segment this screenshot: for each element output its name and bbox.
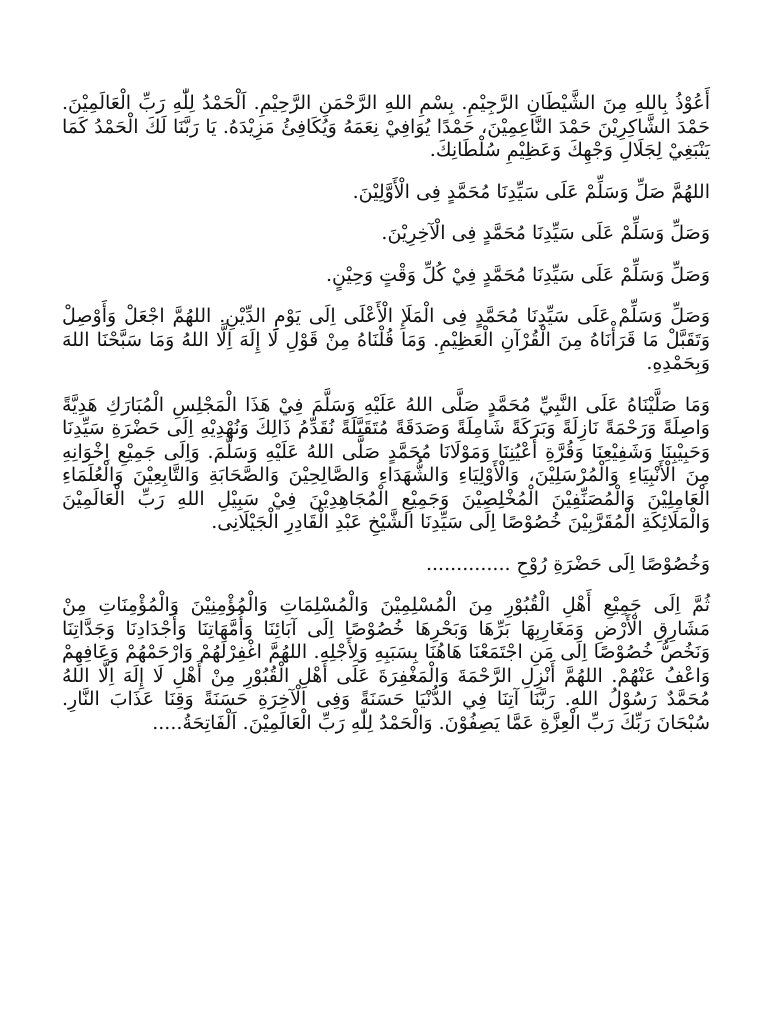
paragraph-salawat-last: وَصَلِّ وَسَلِّمْ عَلَى سَيِّدِنَا مُحَمَّدٍ فِى الْآخِرِيْنَ. (381, 222, 710, 244)
paragraph-salawat-exalted-assembly: وَصَلِّ وَسَلِّمْ عَلَى سَيِّدِنَا مُحَمَّدٍ فِى الْمَلَإِ الْأَعْلَى اِلَى يَوْمِ الدِّيْنِ. اللهُمَّ اجْعَلْ وَأَوْصِلْ وَتَقَبَّلْ مَا قَرَأْنَاهُ مِنَ الْقُرْآنِ الْعَظِيْمِ. وَمَا قُلْنَاهُ مِنْ قَوْلِ لَا إِلَهَ اِلَّا اللهُ وَمَا سَبَّحْنَا اللهَ وَبِحَمْدِهِ. (62, 305, 710, 374)
paragraph-opening-praise: أَعُوْذُ بِاللهِ مِنَ الشَّيْطَانِ الرَّجِيْمِ. بِسْمِ اللهِ الرَّحْمَنِ الرَّحِيْمِ. اَلْحَمْدُ لِلّٰهِ رَبِّ الْعَالَمِيْنَ. حَمْدَ الشَّاكِرِيْنَ حَمْدَ النَّاعِمِيْنَ، حَمْدًا يُوَافِيْ نِعَمَهُ وَيُكَافِئُ مَزِيْدَهُ. يَا رَبَّنَا لَكَ الْحَمْدُ كَمَا يَنْبَغِيْ لِجَلَالِ وَجْهِكَ وَعَظِيْمِ سُلْطَانِكَ. (62, 92, 710, 161)
paragraph-salawat-every-time: وَصَلِّ وَسَلِّمْ عَلَى سَيِّدِنَا مُحَمَّدٍ فِيْ كُلِّ وَقْتٍ وَحِيْنٍ. (325, 263, 710, 286)
document-page (62, 92, 710, 753)
paragraph-dedication: وَمَا صَلَّيْنَاهُ عَلَى النَّبِيِّ مُحَمَّدٍ صَلَّى اللهُ عَلَيْهِ وَسَلَّمَ فِيْ هَذَا الْمَجْلِسِ الْمُبَارَكِ هَدِيَّةً وَاصِلَةً وَرَحْمَةً نَازِلَةً وَبَرَكَةً شَامِلَةً وَصَدَقَةً مُتَقَبَّلَةً نُقَدِّمُ ذَالِكَ وَنُهْدِيْهِ اِلَى حَضْرَةِ سَيِّدِنَا وَحَبِيْبِنَا وَشَفِيْعِنَا وَقُرَّةِ أَعْيُنِنَا وَمَوْلَانَا مُحَمَّدٍ صَلَّى اللهُ عَلَيْهِ وَسَلَّمَ. وَاِلَى جَمِيْعِ اِخْوَانِهِ مِنَ الْأَنْبِيَاءِ وَالْمُرْسَلِيْنَ، وَالْأَوْلِيَاءِ وَالشُّهَدَاءِ وَالصَّالِحِيْنَ وَالصَّحَابَةِ وَالتَّابِعِيْنَ وَالْعُلَمَاءِ الْعَامِلِيْنَ وَالْمُصَنِّفِيْنَ الْمُخْلِصِيْنَ وَجَمِيْعِ الْمُجَاهِدِيْنَ فِيْ سَبِيْلِ اللهِ رَبِّ الْعَالَمِيْنَ وَالْمَلَائِكَةِ الْمُقَرَّبِيْنَ خُصُوْصًا اِلَى سَيِّدِنَا الشَّيْخِ عَبْدِ الْقَادِرِ الْجَيْلَانِى. (62, 393, 710, 533)
paragraph-closing-prayer: ثُمَّ اِلَى جَمِيْعِ أَهْلِ الْقُبُوْرِ مِنَ الْمُسْلِمِيْنَ وَالْمُسْلِمَاتِ وَالْمُؤْمِنِيْنَ وَالْمُؤْمِنَاتِ مِنْ مَشَارِقِ الْأَرْضِ وَمَغَارِبِهَا بَرِّهَا وَبَحْرِهَا خُصُوْصًا اِلَى آبَائِنَا وَأُمَّهَاتِنَا وَأَجْدَادِنَا وَجَدَّاتِنَا وَنَخُصُّ خُصُوْصًا اِلَى مَنِ اجْتَمَعْنَا هَاهُنَا بِسَبَبِهِ وَلِأَجْلِهِ. اللهُمَّ اغْفِرْلَهُمْ وَارْحَمْهُمْ وَعَافِهِمْ وَاعْفُ عَنْهُمْ. اللهُمَّ أَنْزِلِ الرَّحْمَةَ وَالْمَغْفِرَةَ عَلَى أَهْلِ الْقُبُوْرِ مِنْ أَهْلِ لَا إِلَهَ اِلَّا اللهُ مُحَمَّدٌ رَسُوْلُ اللهِ. رَبَّنَا آتِنَا فِي الدُّنْيَا حَسَنَةً وَفِى الْآخِرَةِ حَسَنَةً وَقِنَا عَذَابَ النَّارِ. سُبْحَانَ رَبِّكَ رَبِّ الْعِزَّةِ عَمَّا يَصِفُوْنَ. وَالْحَمْدُ لِلّٰهِ رَبِّ الْعَالَمِيْنَ. اَلْفَاتِحَةُ..... (62, 594, 710, 734)
paragraph-specific-soul: وَخُصُوْصًا اِلَى حَضْرَةِ رُوْحِ .............. (425, 552, 710, 575)
paragraph-salawat-first: اللهُمَّ صَلِّ وَسَلِّمْ عَلَى سَيِّدِنَا مُحَمَّدٍ فِى الْأَوَّلِيْنَ. (352, 180, 710, 203)
